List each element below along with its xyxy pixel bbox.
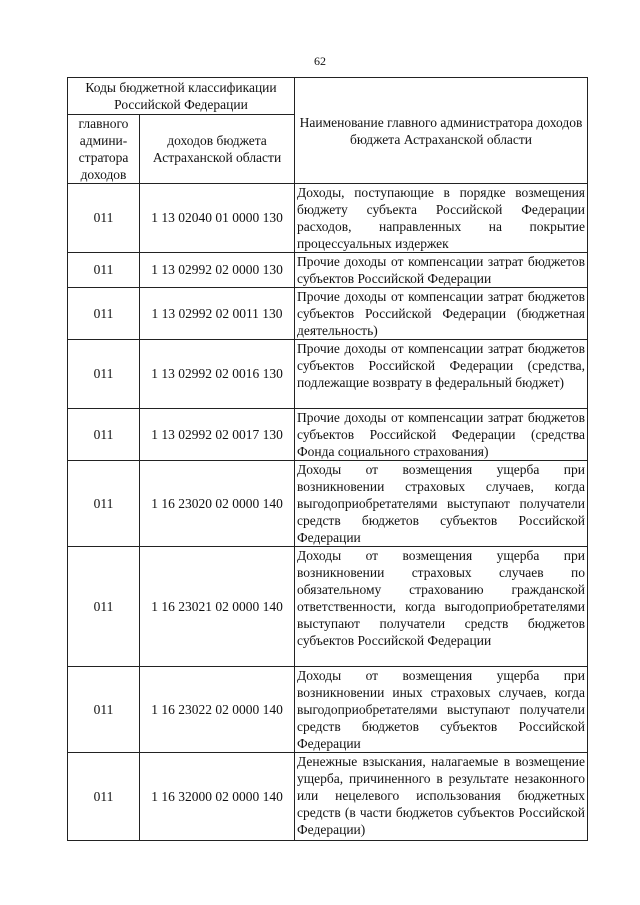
header-main-administrator: главного админи-стратора доходов bbox=[68, 115, 140, 184]
income-code-cell: 1 13 02992 02 0016 130 bbox=[140, 340, 295, 409]
header-budget-codes: Коды бюджетной классификации Российской Федерации bbox=[68, 78, 295, 115]
admin-code-cell: 011 bbox=[68, 184, 140, 253]
admin-code-cell: 011 bbox=[68, 253, 140, 288]
admin-code-cell: 011 bbox=[68, 667, 140, 753]
table-row bbox=[68, 253, 588, 288]
table-row bbox=[68, 461, 588, 547]
admin-code-cell: 011 bbox=[68, 340, 140, 409]
budget-classification-table bbox=[67, 77, 588, 841]
income-name-cell: Денежные взыскания, налагаемые в возмещение ущерба, причиненного в результате незаконного или нецелевого использования бюджетных средств (в части бюджетов субъектов Российской Федерации) bbox=[295, 753, 588, 841]
table-row bbox=[68, 184, 588, 253]
admin-code-cell: 011 bbox=[68, 547, 140, 667]
income-name-cell: Прочие доходы от компенсации затрат бюджетов субъектов Российской Федерации (бюджетная деятельность) bbox=[295, 288, 588, 340]
income-name-cell: Прочие доходы от компенсации затрат бюджетов субъектов Российской Федерации bbox=[295, 253, 588, 288]
income-code-cell: 1 13 02992 02 0017 130 bbox=[140, 409, 295, 461]
page-number: 62 bbox=[314, 54, 326, 68]
header-income-code: доходов бюджета Астраханской области bbox=[140, 115, 295, 184]
admin-code-cell: 011 bbox=[68, 753, 140, 841]
income-code-cell: 1 13 02992 02 0011 130 bbox=[140, 288, 295, 340]
income-code-cell: 1 16 23021 02 0000 140 bbox=[140, 547, 295, 667]
admin-code-cell: 011 bbox=[68, 461, 140, 547]
table-row bbox=[68, 753, 588, 841]
income-code-cell: 1 16 32000 02 0000 140 bbox=[140, 753, 295, 841]
table-row bbox=[68, 667, 588, 753]
income-name-cell: Доходы от возмещения ущерба при возникновении иных страховых случаев, когда выгодоприобретателями выступают получатели средств бюджетов субъектов Российской Федерации bbox=[295, 667, 588, 753]
income-code-cell: 1 16 23022 02 0000 140 bbox=[140, 667, 295, 753]
income-name-cell: Доходы от возмещения ущерба при возникновении страховых случаев по обязательному страхованию гражданской ответственности, когда выгодоприобретателями выступают получатели средств бюджетов субъектов Российской Федерации bbox=[295, 547, 588, 667]
table-row bbox=[68, 409, 588, 461]
income-code-cell: 1 16 23020 02 0000 140 bbox=[140, 461, 295, 547]
admin-code-cell: 011 bbox=[68, 288, 140, 340]
income-code-cell: 1 13 02040 01 0000 130 bbox=[140, 184, 295, 253]
admin-code-cell: 011 bbox=[68, 409, 140, 461]
table-row bbox=[68, 288, 588, 340]
income-name-cell: Прочие доходы от компенсации затрат бюджетов субъектов Российской Федерации (средства, подлежащие возврату в федеральный бюджет) bbox=[295, 340, 588, 409]
income-code-cell: 1 13 02992 02 0000 130 bbox=[140, 253, 295, 288]
table-row bbox=[68, 340, 588, 409]
header-administrator-name: Наименование главного администратора доходов бюджета Астраханской области bbox=[295, 78, 588, 184]
income-name-cell: Доходы, поступающие в порядке возмещения бюджету субъекта Российской Федерации расходов, направленных на покрытие процессуальных издержек bbox=[295, 184, 588, 253]
income-name-cell: Прочие доходы от компенсации затрат бюджетов субъектов Российской Федерации (средства Фонда социального страхования) bbox=[295, 409, 588, 461]
income-name-cell: Доходы от возмещения ущерба при возникновении страховых случаев, когда выгодоприобретателями выступают получатели средств бюджетов субъектов Российской Федерации bbox=[295, 461, 588, 547]
table-row bbox=[68, 547, 588, 667]
